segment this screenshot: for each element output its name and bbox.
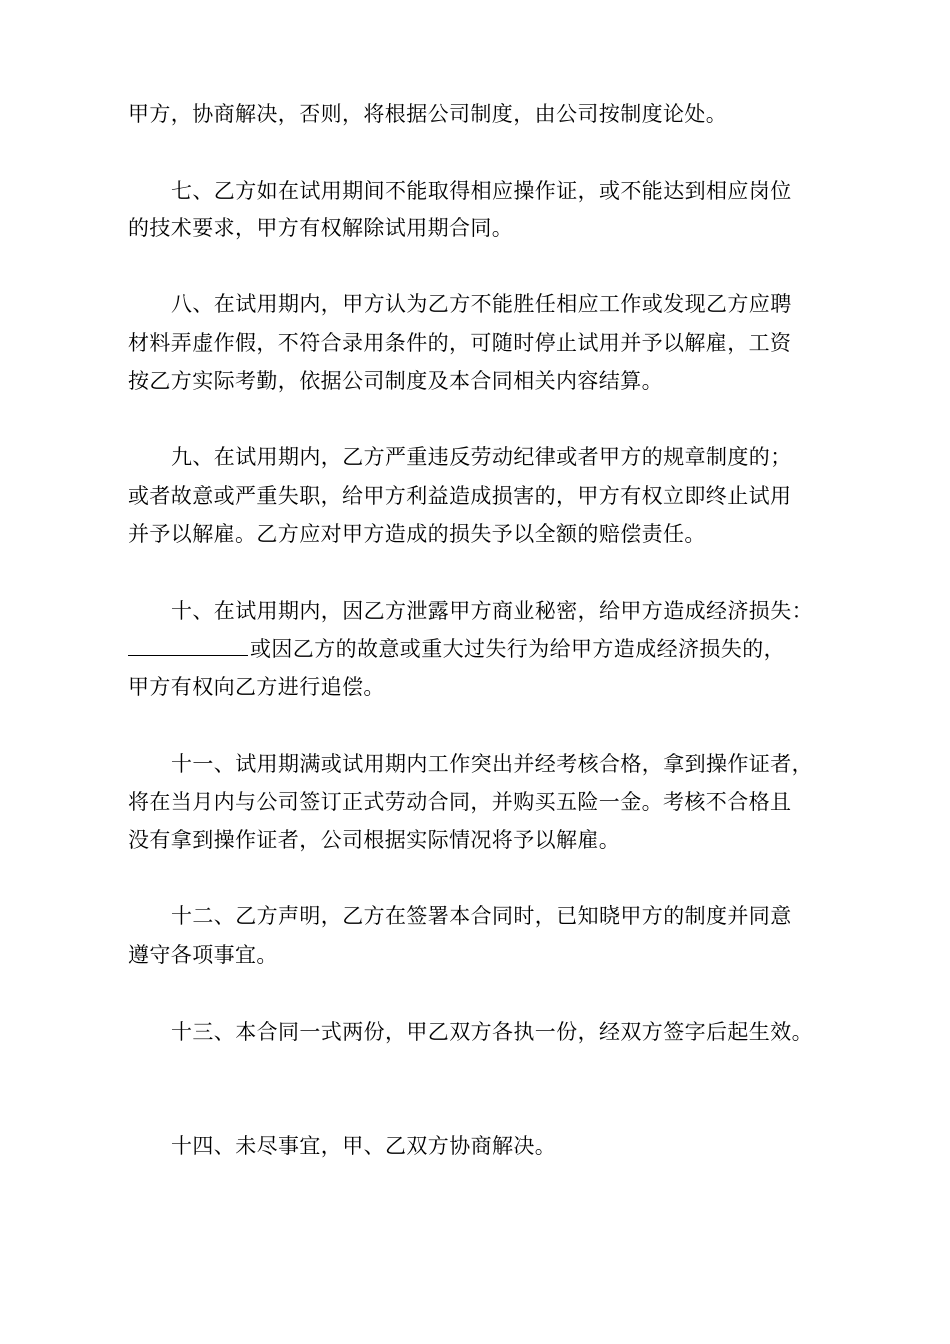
clause-10-text: 或因乙方的故意或重大过失行为给甲方造成经济损失的， — [250, 637, 785, 661]
clause-11-line: 没有拿到操作证者，公司根据实际情况将予以解雇。 — [128, 828, 621, 852]
clause-8-line: 八、在试用期内，甲方认为乙方不能胜任相应工作或发现乙方应聘 — [171, 292, 792, 316]
clause-10-line — [128, 635, 785, 663]
clause-8-line: 材料弄虚作假，不符合录用条件的，可随时停止试用并予以解雇，工资 — [128, 331, 792, 355]
clause-7-line: 七、乙方如在试用期间不能取得相应操作证，或不能达到相应岗位 — [171, 179, 792, 203]
clause-14-line: 十四、未尽事宜，甲、乙双方协商解决。 — [171, 1134, 557, 1158]
clause-9-line: 并予以解雇。乙方应对甲方造成的损失予以全额的赔偿责任。 — [128, 522, 706, 546]
clause-11-line: 十一、试用期满或试用期内工作突出并经考核合格，拿到操作证者， — [171, 752, 813, 776]
clause-9-line: 九、在试用期内，乙方严重违反劳动纪律或者甲方的规章制度的； — [171, 445, 792, 469]
clause-11-line: 将在当月内与公司签订正式劳动合同，并购买五险一金。考核不合格且 — [128, 790, 792, 814]
clause-12-line: 十二、乙方声明，乙方在签署本合同时，已知晓甲方的制度并同意 — [171, 904, 792, 928]
clause-8-line: 按乙方实际考勤，依据公司制度及本合同相关内容结算。 — [128, 369, 663, 393]
clause-7-line: 的技术要求，甲方有权解除试用期合同。 — [128, 216, 514, 240]
fill-in-blank — [128, 637, 248, 656]
text-line: 甲方，协商解决，否则，将根据公司制度，由公司按制度论处。 — [128, 102, 728, 126]
clause-10-line: 十、在试用期内，因乙方泄露甲方商业秘密，给甲方造成经济损失： — [171, 599, 813, 623]
clause-12-line: 遵守各项事宜。 — [128, 943, 278, 967]
clause-9-line: 或者故意或严重失职，给甲方利益造成损害的，甲方有权立即终止试用 — [128, 484, 792, 508]
clause-13-line: 十三、本合同一式两份，甲乙双方各执一份，经双方签字后起生效。 — [171, 1020, 813, 1044]
clause-10-line: 甲方有权向乙方进行追偿。 — [128, 675, 385, 699]
